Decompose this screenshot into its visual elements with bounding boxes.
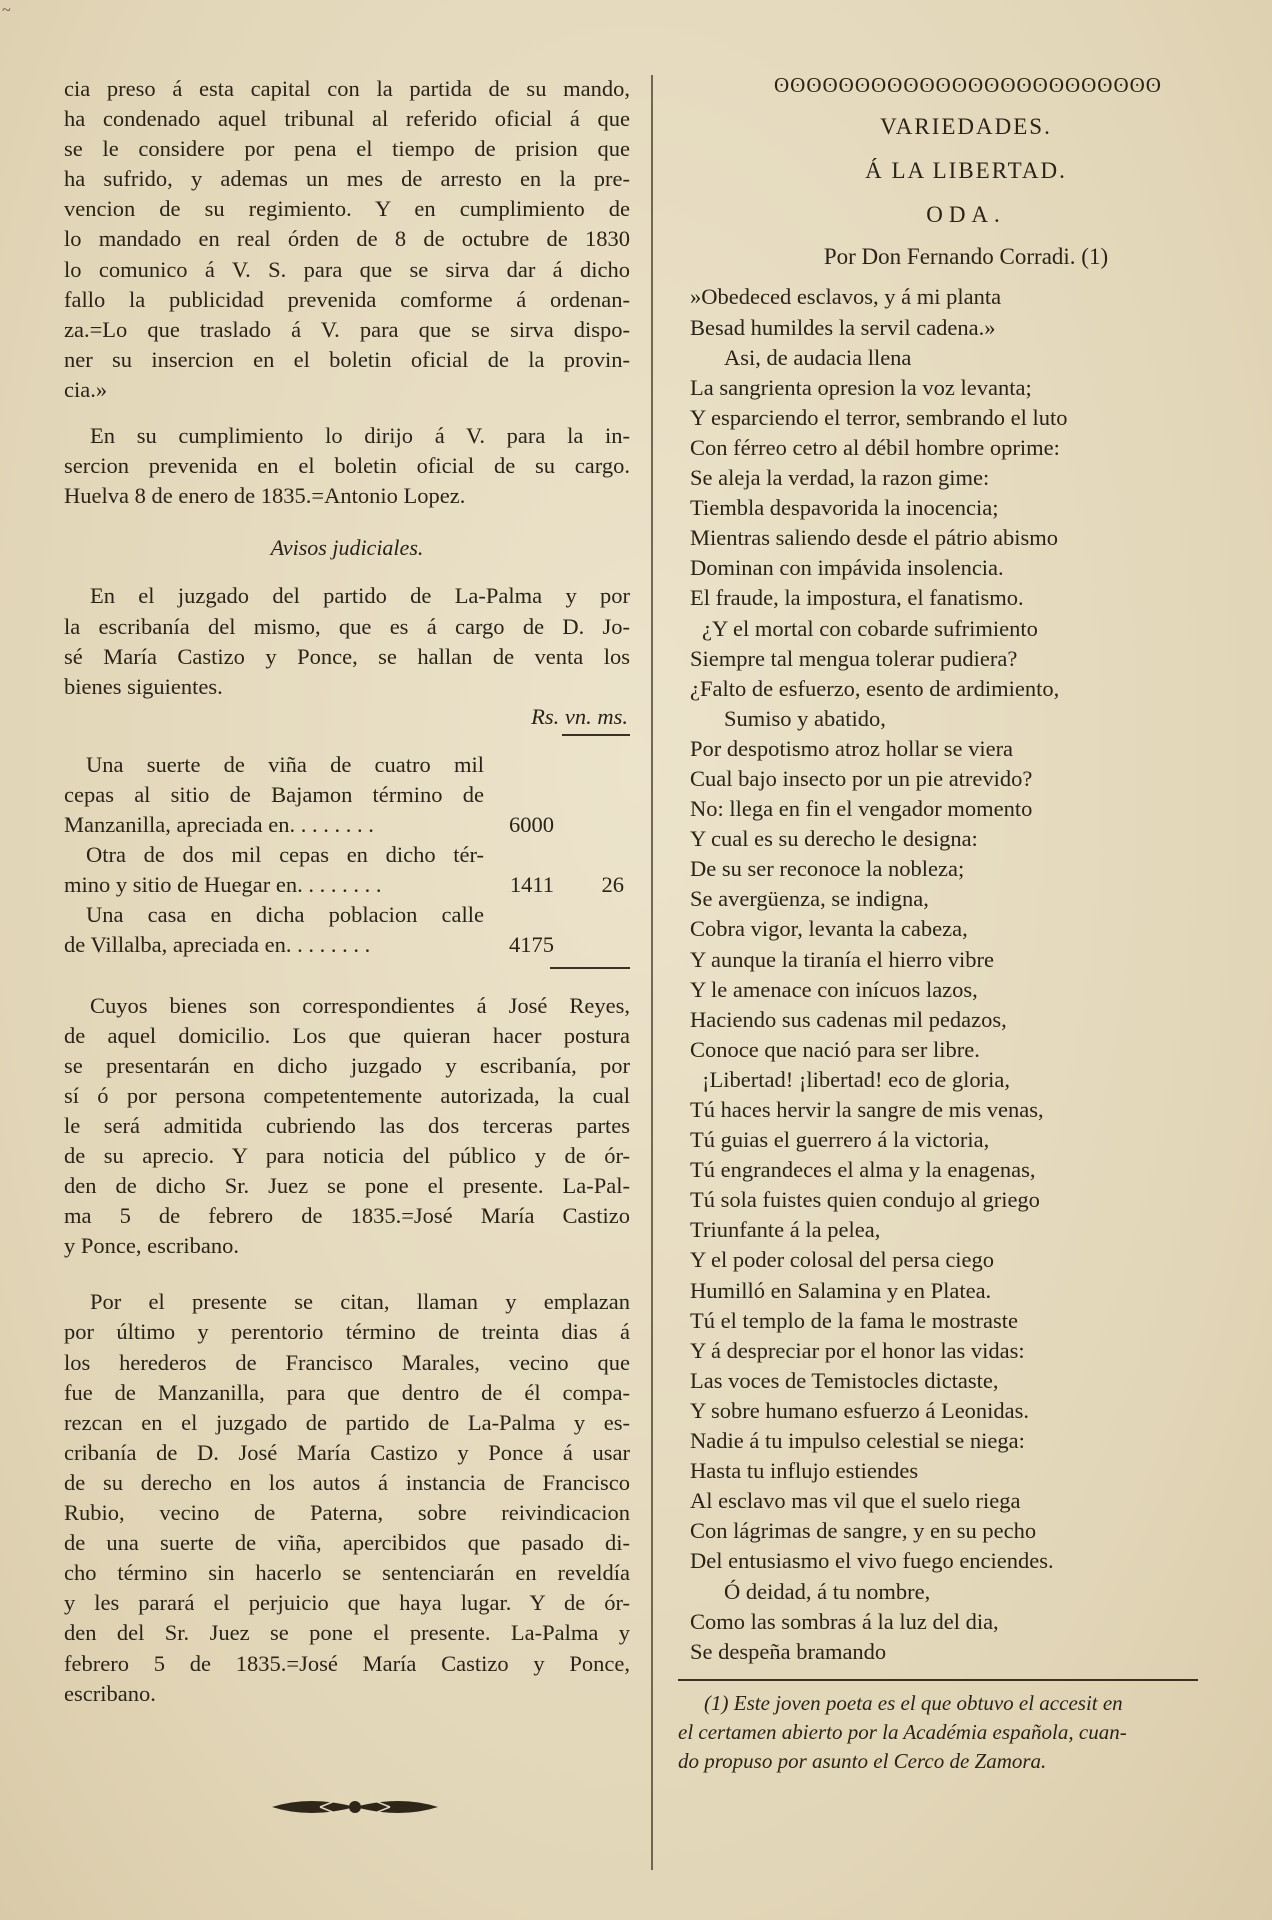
text-line: lo comunico á V. S. para que se sirva dar á dicho xyxy=(64,256,630,282)
text-line: bienes siguientes. xyxy=(64,673,223,699)
text-line: ner su insercion en el boletin oficial de la provin- xyxy=(64,346,630,372)
poem-line: Y sobre humano esfuerzo á Leonidas. xyxy=(690,1397,1030,1423)
text-line: den de dicho Sr. Juez se pone el presente. La-Pal- xyxy=(64,1173,630,1199)
corner-mark: ~ xyxy=(2,2,11,19)
left-column xyxy=(64,74,630,1709)
text-line: de una suerte de viña, apercibidos que pasado di- xyxy=(64,1530,630,1556)
poem-line: Mientras saliendo desde el pátrio abismo xyxy=(690,525,1059,551)
item-reales: 1411 xyxy=(509,872,554,898)
text-line: de su aprecio. Y para noticia del público y de ór- xyxy=(64,1143,630,1168)
poem-line: Besad humildes la servil cadena.» xyxy=(690,314,996,340)
text-line: En el juzgado del partido de La-Palma y por xyxy=(90,583,630,609)
poem-line: Ó deidad, á tu nombre, xyxy=(724,1578,931,1604)
text-line: la escribanía del mismo, que es á cargo de D. Jo- xyxy=(64,613,630,639)
poem-line: Dominan con impávida insolencia. xyxy=(690,555,1004,581)
item-row xyxy=(64,750,630,780)
text-line: cia.» xyxy=(64,376,108,402)
text-line: rezcan en el juzgado de partido de La-Palma y es- xyxy=(64,1409,630,1435)
text-line: cho término sin hacerlo se sentenciarán en reveldía xyxy=(64,1560,630,1586)
poem-line: Y aunque la tiranía el hierro vibre xyxy=(690,946,995,972)
poem-line: Las voces de Temistocles dictaste, xyxy=(690,1367,999,1393)
text-line: de aquel domicilio. Los que quieran hacer postura xyxy=(64,1022,630,1048)
poem-title: Á LA LIBERTAD. xyxy=(865,158,1067,184)
poem-line: ¿Y el mortal con cobarde sufrimiento xyxy=(702,615,1038,641)
item-text: de Villalba, apreciada en. . . . . . . . xyxy=(64,932,371,958)
text-line: lo mandado en real órden de 8 de octubre de 1830 xyxy=(64,226,630,252)
text-line: Huelva 8 de enero de 1835.=Antonio Lopez. xyxy=(64,483,466,509)
paragraph-venta xyxy=(64,581,630,701)
poem-line: Sumiso y abatido, xyxy=(724,705,886,731)
item-text: cepas al sitio de Bajamon término de xyxy=(64,781,484,807)
units-rule xyxy=(562,734,630,736)
poem-line: Y á despreciar por el honor las vidas: xyxy=(690,1337,1025,1363)
text-line: los herederos de Francisco Marales, vecino que xyxy=(64,1349,630,1375)
poem-line: Tú guias el guerrero á la victoria, xyxy=(690,1127,990,1153)
poem-line: Haciendo sus cadenas mil pedazos, xyxy=(690,1006,1007,1032)
footnote-line: (1) Este joven poeta es el que obtuvo el accesit en xyxy=(704,1690,1123,1715)
text-line: por último y perentorio término de treinta dias á xyxy=(64,1319,630,1345)
item-text: Manzanilla, apreciada en. . . . . . . . xyxy=(64,812,374,838)
total-rule xyxy=(550,967,630,969)
text-line: ha condenado aquel tribunal al referido oficial á que xyxy=(64,106,630,132)
footnote-rule xyxy=(678,1679,1198,1681)
poem-line: Cual bajo insecto por un pie atrevido? xyxy=(690,765,1033,791)
poem-line: Y cual es su derecho le designa: xyxy=(690,826,978,852)
text-line: cribanía de D. José María Castizo y Ponce á usar xyxy=(64,1439,630,1465)
item-list xyxy=(64,750,630,961)
item-reales: 4175 xyxy=(509,932,554,958)
poem-line: La sangrienta opresion la voz levanta; xyxy=(690,374,1032,400)
poem-line: Tú sola fuistes quien condujo al griego xyxy=(690,1187,1040,1213)
poem-author: Por Don Fernando Corradi. (1) xyxy=(823,244,1109,270)
text-line: febrero 5 de 1835.=José María Castizo y Ponce, xyxy=(64,1650,630,1676)
footnote-line: el certamen abierto por la Académia española, cuan- xyxy=(678,1719,1127,1744)
item-text: Otra de dos mil cepas en dicho tér- xyxy=(86,842,484,868)
text-line: sé María Castizo y Ponce, se hallan de venta los xyxy=(64,643,630,669)
text-line: se presentarán en dicho juzgado y escribanía, por xyxy=(64,1052,630,1078)
item-text: Una suerte de viña de cuatro mil xyxy=(86,751,484,777)
poem-body xyxy=(678,282,1254,1666)
text-line: de su derecho en los autos á instancia de Francisco xyxy=(64,1469,630,1495)
fleuron-ornament xyxy=(270,1793,440,1821)
poem-genre: ODA. xyxy=(926,202,1006,228)
text-line: za.=Lo que traslado á V. para que se sirva dispo- xyxy=(64,316,630,342)
paragraph-orden xyxy=(64,74,630,405)
item-ms: 26 xyxy=(601,872,624,898)
item-reales: 6000 xyxy=(509,812,554,838)
item-row xyxy=(64,780,630,810)
poem-line: Tú engrandeces el alma y la enagenas, xyxy=(690,1157,1036,1183)
column-rule xyxy=(651,75,653,1870)
poem-line: Y esparciendo el terror, sembrando el luto xyxy=(690,404,1068,430)
poem-line: Con lágrimas de sangre, y en su pecho xyxy=(690,1518,1037,1544)
text-line: se le considere por pena el tiempo de prision que xyxy=(64,136,630,162)
poem-line: Tiembla despavorida la inocencia; xyxy=(690,495,999,521)
text-line: Cuyos bienes son correspondientes á José Reyes, xyxy=(90,992,630,1018)
text-line: fallo la publicidad prevenida comforme á ordenan- xyxy=(64,286,630,312)
text-line: y Ponce, escribano. xyxy=(64,1233,239,1259)
text-line: sí ó por persona competentemente autorizada, la cual xyxy=(64,1082,630,1108)
poem-line: Tú haces hervir la sangre de mis venas, xyxy=(690,1097,1044,1122)
text-line: sercion prevenida en el boletin oficial de su cargo. xyxy=(64,453,630,479)
ornament-border: ʘʘʘʘʘʘʘʘʘʘʘʘʘʘʘʘʘʘʘʘʘʘʘʘ xyxy=(774,73,1162,97)
heading-avisos-judiciales: Avisos judiciales. xyxy=(270,535,424,561)
item-text: Una casa en dicha poblacion calle xyxy=(86,902,484,928)
poem-line: Humilló en Salamina y en Platea. xyxy=(690,1277,992,1303)
footnote-line: do propuso por asunto el Cerco de Zamora. xyxy=(678,1748,1047,1773)
poem-line: No: llega en fin el vengador momento xyxy=(690,796,1033,822)
poem-line: De su ser reconoce la nobleza; xyxy=(690,856,965,882)
paragraph-huelva xyxy=(64,421,630,511)
poem-line: Siempre tal mengua tolerar pudiera? xyxy=(690,645,1018,671)
text-line: vencion de su regimiento. Y en cumplimiento de xyxy=(64,196,630,222)
poem-line: Hasta tu influjo estiendes xyxy=(690,1458,919,1484)
poem-line: »Obedeced esclavos, y á mi planta xyxy=(690,284,1002,310)
poem-line: Se avergüenza, se indigna, xyxy=(690,886,929,912)
poem-line: Asi, de audacia llena xyxy=(724,344,912,370)
item-row xyxy=(64,930,630,960)
text-line: fue de Manzanilla, para que dentro de él compa- xyxy=(64,1379,630,1405)
item-row xyxy=(64,840,630,870)
poem-line: Se despeña bramando xyxy=(690,1638,887,1664)
text-line: Rubio, vecino de Paterna, sobre reivindicacion xyxy=(64,1500,630,1526)
poem-line: ¿Falto de esfuerzo, esento de ardimiento, xyxy=(690,675,1060,701)
item-row xyxy=(64,810,630,840)
poem-line: ¡Libertad! ¡libertad! eco de gloria, xyxy=(702,1066,1010,1092)
poem-line: Con férreo cetro al débil hombre oprime: xyxy=(690,434,1060,460)
paragraph-reyes xyxy=(64,991,630,1262)
poem-line: Por despotismo atroz hollar se viera xyxy=(690,735,1014,761)
text-line: y les parará el perjuicio que haya lugar. Y de ór- xyxy=(64,1590,630,1616)
poem-line: Conoce que nació para ser libre. xyxy=(690,1036,980,1062)
poem-line: Al esclavo mas vil que el suelo riega xyxy=(690,1488,1021,1514)
poem-line: Como las sombras á la luz del dia, xyxy=(690,1608,999,1634)
poem-line: Y le amenace con inícuos lazos, xyxy=(690,976,978,1002)
units-header: Rs. vn. ms. xyxy=(531,703,628,729)
text-line: cia preso á esta capital con la partida de su mando, xyxy=(64,76,630,101)
text-line: Por el presente se citan, llaman y emplazan xyxy=(90,1289,630,1315)
item-text: mino y sitio de Huegar en. . . . . . . . xyxy=(64,872,382,898)
text-line: En su cumplimiento lo dirijo á V. para la in- xyxy=(90,423,630,449)
poem-line: Del entusiasmo el vivo fuego enciendes. xyxy=(690,1548,1054,1574)
text-line: ha sufrido, y ademas un mes de arresto en la pre- xyxy=(64,166,630,192)
paragraph-citacion xyxy=(64,1287,630,1708)
text-line: ma 5 de febrero de 1835.=José María Castizo xyxy=(64,1203,630,1229)
text-line: escribano. xyxy=(64,1680,156,1706)
poem-line: Tú el templo de la fama le mostraste xyxy=(690,1307,1019,1333)
item-row xyxy=(64,900,630,930)
item-row xyxy=(64,870,630,900)
poem-line: El fraude, la impostura, el fanatismo. xyxy=(690,585,1024,611)
text-line: den del Sr. Juez se pone el presente. La-Palma y xyxy=(64,1620,630,1646)
poem-line: Nadie á tu impulso celestial se niega: xyxy=(690,1428,1025,1454)
poem-line: Triunfante á la pelea, xyxy=(690,1217,881,1243)
text-line: le será admitida cubriendo las dos terceras partes xyxy=(64,1112,630,1138)
poem-line: Cobra vigor, levanta la cabeza, xyxy=(690,916,968,942)
section-title: VARIEDADES. xyxy=(880,114,1052,140)
right-column xyxy=(678,70,1254,1776)
footnote xyxy=(678,1689,1254,1776)
poem-line: Y el poder colosal del persa ciego xyxy=(690,1247,995,1273)
poem-line: Se aleja la verdad, la razon gime: xyxy=(690,465,990,491)
